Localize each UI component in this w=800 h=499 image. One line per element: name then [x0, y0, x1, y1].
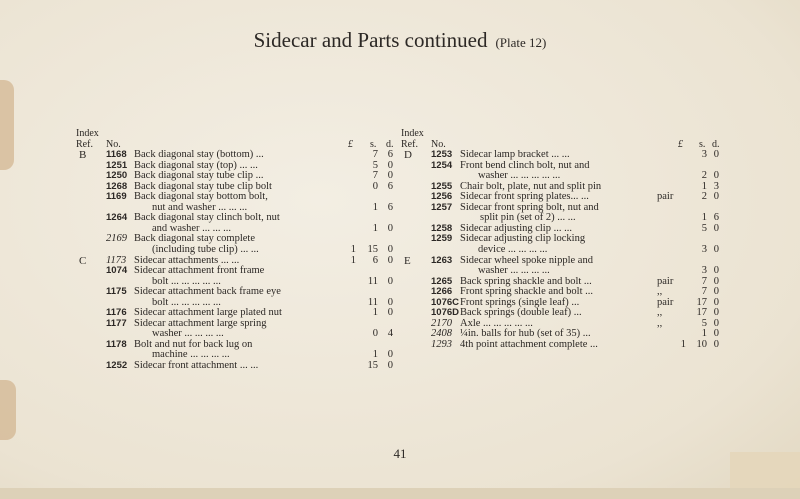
part-number: 1266: [431, 286, 453, 298]
price-pence: 0: [713, 338, 719, 350]
price-pence: 6: [387, 180, 393, 192]
part-number: 1074: [106, 265, 128, 277]
part-description: washer ... ... ... ...: [152, 328, 224, 340]
price-pence: 0: [713, 149, 719, 160]
part-description: Sidecar adjusting clip locking: [460, 233, 586, 245]
part-description: Front spring shackle and bolt ...: [460, 286, 593, 298]
part-description: machine ... ... ... ...: [152, 349, 230, 361]
header-no: No.: [431, 139, 446, 150]
part-description: Back diagonal stay (bottom) ...: [134, 149, 264, 160]
price-shillings: 7: [372, 170, 378, 182]
part-number: 1177: [106, 317, 127, 329]
price-shillings: 1: [701, 180, 707, 192]
price-shillings: 1: [372, 349, 378, 361]
part-number: 1255: [431, 180, 453, 192]
part-description: Front bend clinch bolt, nut and: [460, 159, 590, 171]
price-shillings: 0: [372, 328, 378, 340]
part-description: Back diagonal stay bottom bolt,: [134, 191, 268, 203]
price-shillings: 0: [372, 180, 378, 192]
part-number: 1268: [106, 180, 128, 192]
part-number: 1251: [106, 159, 128, 171]
price-pence: 0: [387, 170, 393, 182]
price-pence: 0: [713, 307, 719, 319]
part-description: Back diagonal stay tube clip ...: [134, 170, 264, 182]
price-pence: 0: [713, 265, 719, 277]
part-number: 1076C: [431, 296, 459, 308]
part-number: 1252: [106, 360, 128, 371]
quantity-unit: pair: [657, 296, 674, 308]
price-shillings: 1: [372, 307, 378, 319]
title-text: Sidecar and Parts continued: [253, 28, 488, 52]
price-shillings: 5: [701, 317, 707, 329]
part-number: 1264: [106, 212, 128, 224]
part-description: Bolt and nut for back lug on: [134, 338, 253, 350]
part-description: washer ... ... ... ... ...: [478, 170, 561, 182]
price-pence: 3: [713, 180, 719, 192]
part-description: ¼in. balls for hub (set of 35) ...: [460, 328, 591, 340]
header-ref: Ref.: [76, 139, 93, 150]
part-description: 4th point attachment complete ...: [460, 338, 598, 350]
part-number: 1258: [431, 222, 453, 234]
price-shillings: 3: [701, 265, 707, 277]
part-description: Sidecar attachment large plated nut: [134, 307, 282, 319]
part-description: Chair bolt, plate, nut and split pin: [460, 180, 602, 192]
header-no: No.: [106, 139, 121, 150]
part-description: split pin (set of 2) ... ...: [480, 212, 576, 224]
quantity-unit: ,,: [657, 307, 663, 319]
page-stain: [0, 380, 16, 440]
part-description: Back spring shackle and bolt ...: [460, 275, 592, 287]
section-letter: C: [79, 254, 87, 267]
part-number: 1076D: [431, 307, 459, 319]
part-number: 2170: [431, 317, 452, 329]
part-description: Sidecar front spring bolt, nut and: [460, 201, 599, 213]
price-pence: 0: [713, 328, 719, 340]
part-description: and washer ... ... ...: [152, 222, 232, 234]
part-number: 2169: [106, 233, 127, 245]
section-letter: E: [404, 254, 411, 267]
part-number: 1175: [106, 286, 127, 298]
price-shillings: 17: [696, 296, 707, 308]
price-pence: 0: [387, 360, 393, 371]
price-pence: 0: [387, 254, 393, 266]
header-pence: d.: [712, 139, 720, 150]
part-description: bolt ... ... ... ... ...: [152, 296, 221, 308]
price-shillings: 15: [367, 243, 378, 255]
price-pence: 6: [387, 149, 393, 160]
price-pence: 0: [713, 222, 719, 234]
price-pounds: 1: [350, 254, 356, 266]
part-description: nut and washer ... ... ...: [152, 201, 248, 213]
part-number: 1250: [106, 170, 128, 182]
plate-reference: (Plate 12): [495, 35, 547, 50]
part-number: 1259: [431, 233, 453, 245]
part-description: Front springs (single leaf) ...: [460, 296, 580, 308]
part-number: 1168: [106, 149, 127, 160]
part-description: Sidecar attachments ... ...: [134, 254, 240, 266]
page-bottom-edge: [0, 488, 800, 499]
price-shillings: 1: [701, 212, 707, 224]
price-shillings: 2: [701, 170, 707, 182]
part-number: 1254: [431, 159, 453, 171]
part-description: Sidecar lamp bracket ... ...: [460, 149, 570, 160]
header-shillings: s.: [699, 139, 706, 150]
part-number: 1176: [106, 307, 127, 319]
part-description: Sidecar adjusting clip ... ...: [460, 222, 572, 234]
part-description: Sidecar attachment large spring: [134, 317, 267, 329]
price-shillings: 1: [701, 328, 707, 340]
page-number: 41: [393, 446, 407, 461]
header-pounds: £: [678, 139, 683, 150]
part-description: device ... ... ... ...: [478, 243, 548, 255]
part-description: Sidecar front spring plates... ...: [460, 191, 589, 203]
price-shillings: 1: [372, 201, 378, 213]
price-shillings: 6: [372, 254, 378, 266]
header-index: Index: [401, 128, 424, 139]
price-shillings: 7: [372, 149, 378, 160]
price-shillings: 5: [701, 222, 707, 234]
page-title: [0, 28, 800, 53]
price-pence: 0: [387, 296, 393, 308]
price-shillings: 3: [701, 243, 707, 255]
part-description: Axle ... ... ... ... ...: [460, 317, 533, 329]
price-shillings: 11: [367, 296, 378, 308]
price-pence: 0: [713, 243, 719, 255]
price-pence: 0: [713, 170, 719, 182]
header-ref: Ref.: [401, 139, 418, 150]
header-pence: d.: [386, 139, 394, 150]
part-description: Back diagonal stay clinch bolt, nut: [134, 212, 280, 224]
price-shillings: 7: [701, 275, 707, 287]
header-shillings: s.: [370, 139, 377, 150]
price-shillings: 5: [372, 159, 378, 171]
price-shillings: 7: [701, 286, 707, 298]
price-pence: 6: [713, 212, 719, 224]
part-description: Back diagonal stay complete: [134, 233, 256, 245]
part-number: 1253: [431, 149, 453, 160]
section-letter: D: [404, 149, 412, 161]
part-number: 1169: [106, 191, 127, 203]
part-number: 1257: [431, 201, 453, 213]
part-number: 1263: [431, 254, 453, 266]
price-pence: 0: [387, 159, 393, 171]
part-description: (including tube clip) ... ...: [152, 243, 259, 255]
header-pounds: £: [348, 139, 353, 150]
price-shillings: 2: [701, 191, 707, 203]
price-pence: 0: [713, 296, 719, 308]
quantity-unit: pair: [657, 275, 674, 287]
part-number: 1293: [431, 338, 452, 350]
price-pence: 0: [387, 243, 393, 255]
part-description: Sidecar front attachment ... ...: [134, 360, 259, 371]
section-letter: B: [79, 149, 87, 161]
part-number: 1178: [106, 338, 127, 350]
price-shillings: 17: [696, 307, 707, 319]
part-number: 1173: [106, 254, 127, 266]
price-pence: 0: [713, 275, 719, 287]
quantity-unit: pair: [657, 191, 674, 203]
price-pence: 6: [387, 201, 393, 213]
price-pounds: 1: [680, 338, 686, 350]
header-index: Index: [76, 128, 99, 139]
price-pence: 0: [387, 349, 393, 361]
price-pence: 0: [387, 222, 393, 234]
price-shillings: 11: [367, 275, 378, 287]
price-pence: 0: [713, 286, 719, 298]
part-description: Back diagonal stay (top) ... ...: [134, 159, 258, 171]
part-description: bolt ... ... ... ... ...: [152, 275, 221, 287]
part-description: Sidecar wheel spoke nipple and: [460, 254, 593, 266]
part-description: Back diagonal stay tube clip bolt: [134, 180, 272, 192]
part-description: Sidecar attachment back frame eye: [134, 286, 281, 298]
price-pounds: 1: [350, 243, 356, 255]
price-pence: 4: [387, 328, 393, 340]
part-description: Back springs (double leaf) ...: [460, 307, 582, 319]
price-pence: 0: [387, 275, 393, 287]
price-pence: 0: [713, 317, 719, 329]
page-stain: [0, 80, 14, 170]
price-shillings: 10: [696, 338, 707, 350]
price-pence: 0: [713, 191, 719, 203]
part-number: 1265: [431, 275, 453, 287]
part-number: 2408: [431, 328, 452, 340]
quantity-unit: ,,: [657, 317, 663, 329]
price-shillings: 3: [701, 149, 707, 160]
price-shillings: 15: [367, 360, 378, 371]
part-number: 1256: [431, 191, 453, 203]
quantity-unit: ,,: [657, 286, 663, 298]
part-description: Sidecar attachment front frame: [134, 265, 265, 277]
part-description: washer ... ... ... ...: [478, 265, 550, 277]
price-shillings: 1: [372, 222, 378, 234]
price-pence: 0: [387, 307, 393, 319]
